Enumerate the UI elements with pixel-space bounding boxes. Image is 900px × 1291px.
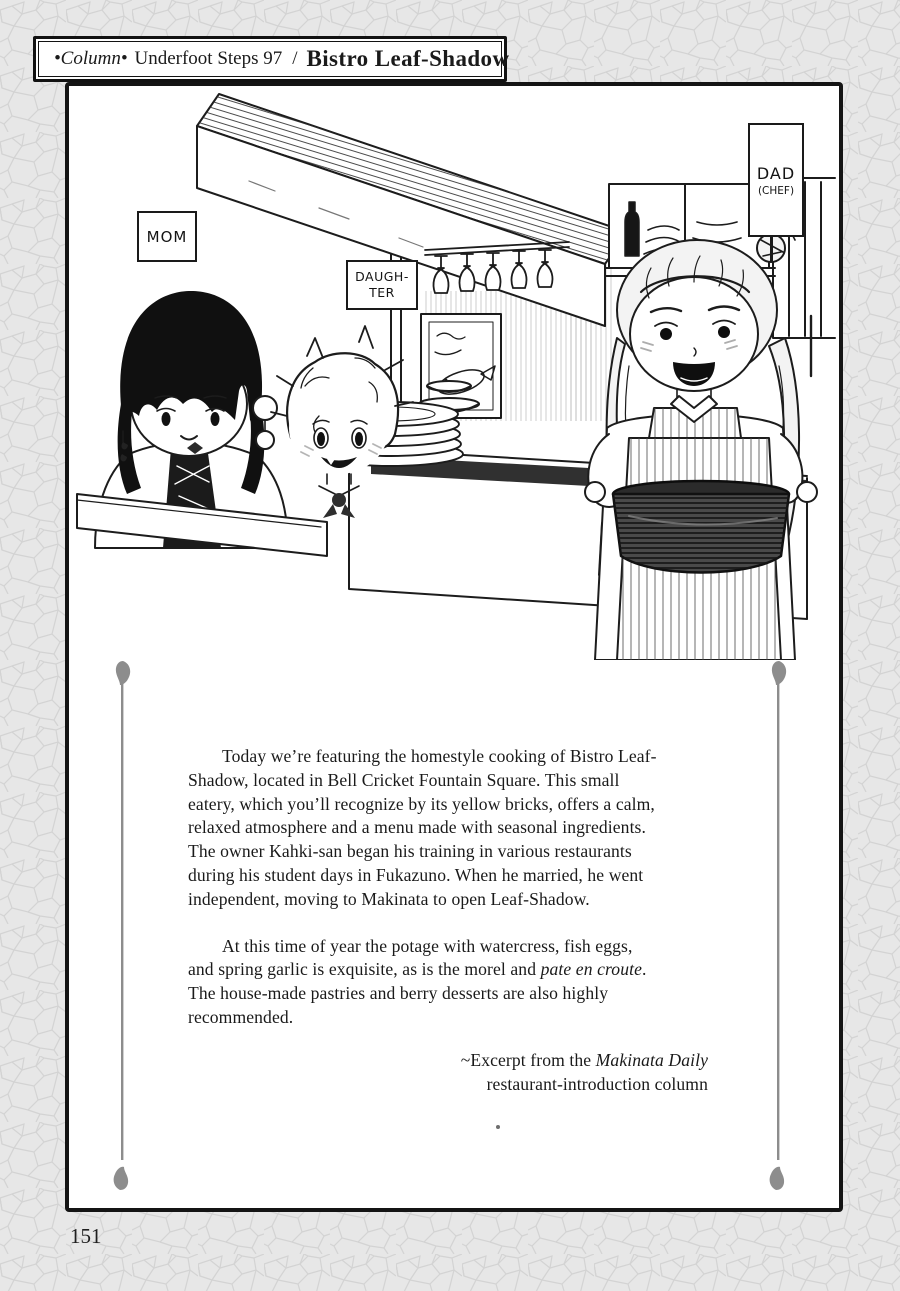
column-header-box — [33, 36, 510, 82]
attribution-source: Makinata Daily — [595, 1049, 708, 1070]
paragraph-1 — [188, 745, 722, 912]
p2-line2-post: . — [642, 959, 647, 980]
column-label: •Column• — [54, 48, 128, 69]
bistro-title: Bistro Leaf-Shadow — [306, 46, 510, 71]
p1-line: Shadow, located in Bell Cricket Fountain Square. This small — [188, 769, 620, 790]
attribution-pre: ~Excerpt from the — [460, 1049, 596, 1070]
attribution-line1 — [188, 1049, 708, 1073]
dad-role-text: (CHEF) — [757, 184, 795, 197]
series-label: Underfoot Steps 97 — [134, 48, 283, 69]
kitchen-illustration — [69, 86, 839, 660]
p1-line: eatery, which you’ll recognize by its yellow bricks, offers a calm, — [188, 793, 655, 814]
p1-line: independent, moving to Makinata to open Leaf-Shadow. — [188, 888, 590, 909]
p1-line: Today we’re featuring the homestyle cooking of Bistro Leaf- — [222, 746, 657, 766]
mom-label — [137, 211, 197, 262]
p1-line: during his student days in Fukazuno. When he married, he went — [188, 864, 644, 885]
print-artifact-dot — [496, 1125, 500, 1129]
left-rule-ornament — [112, 658, 132, 1193]
daughter-label — [346, 260, 418, 310]
header-separator: / — [292, 48, 298, 69]
p2-line2-italic: pate en croute — [540, 959, 642, 980]
p1-line: relaxed atmosphere and a menu made with seasonal ingredients. — [188, 817, 647, 838]
dad-label-post — [770, 233, 773, 261]
right-rule-ornament — [768, 658, 788, 1193]
dad-figure — [585, 231, 817, 660]
p2-line: At this time of year the potage with watercress, fish eggs, — [222, 935, 633, 956]
p2-line: The house-made pastries and berry desserts are also highly — [188, 983, 609, 1004]
mom-label-text: MOM — [146, 227, 188, 246]
attribution — [188, 1049, 722, 1097]
daughter-label-line1: DAUGH- — [355, 269, 409, 284]
p2-line — [188, 958, 722, 982]
p1-line: The owner Kahki-san began his training in various restaurants — [188, 841, 632, 862]
page-number: 151 — [70, 1224, 102, 1248]
dad-label — [748, 123, 804, 237]
dad-label-text: DAD — [756, 163, 796, 183]
attribution-line2: restaurant-introduction column — [486, 1073, 708, 1094]
article-text — [188, 745, 722, 1096]
column-header — [38, 41, 510, 77]
p2-line: recommended. — [188, 1006, 294, 1027]
daughter-label-line2: TER — [369, 285, 395, 300]
p2-line2-pre: and spring garlic is exquisite, as is the morel and — [188, 959, 541, 980]
paragraph-2 — [188, 935, 722, 1030]
